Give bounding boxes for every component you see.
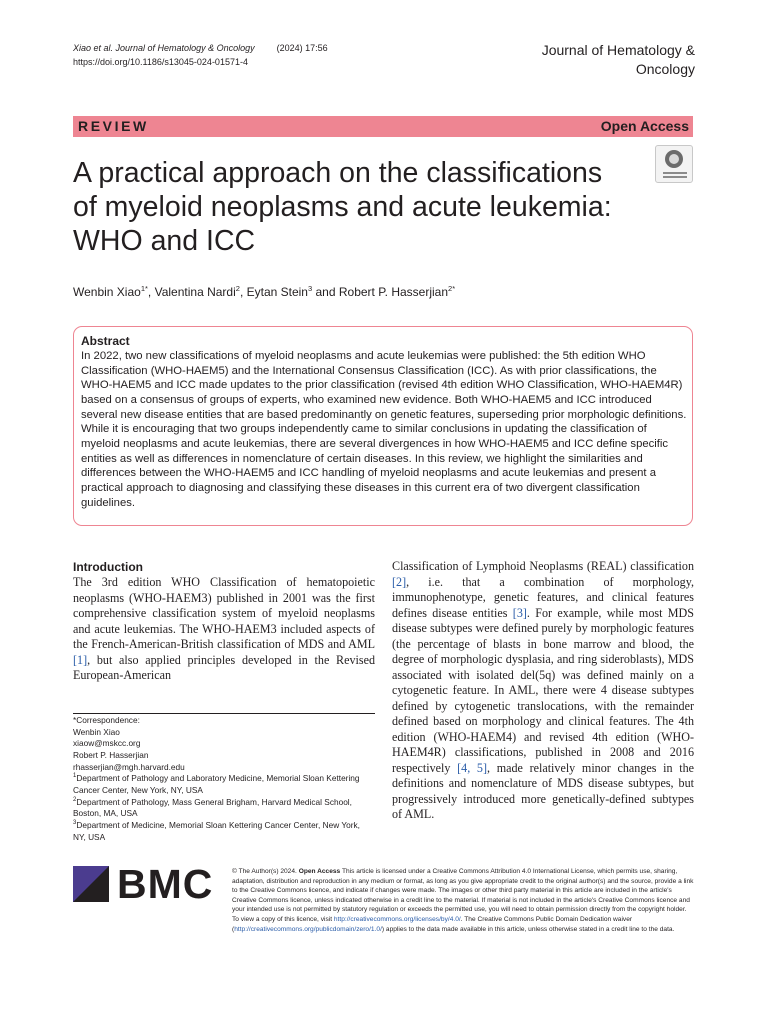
check-for-updates-badge[interactable] bbox=[655, 145, 693, 183]
correspondence-label: *Correspondence: bbox=[73, 715, 140, 725]
bmc-logo bbox=[73, 861, 214, 907]
doi-link[interactable]: https://doi.org/10.1186/s13045-024-01571-4 bbox=[73, 56, 248, 67]
body-text: The 3rd edition WHO Classification of hematopoietic neoplasms (WHO-HAEM3) published in 2001 was the first comprehensive classification system of myeloid neoplasms and acute leukemias. The WHO-HAEM3 included aspects of the French-American-British classification of MDS and AML bbox=[73, 575, 375, 651]
title-line2: of myeloid neoplasms and acute leukemia: bbox=[73, 191, 612, 223]
copyright-text: © The Author(s) 2024. bbox=[232, 868, 299, 875]
introduction-left-column bbox=[73, 575, 375, 684]
author-separator: , bbox=[239, 285, 247, 299]
open-access-label: Open Access bbox=[600, 118, 689, 134]
citation-link[interactable]: [4, 5] bbox=[457, 760, 487, 775]
footnote-divider bbox=[73, 713, 375, 714]
author-4[interactable] bbox=[339, 285, 455, 299]
introduction-right-column bbox=[392, 559, 694, 823]
affiliation-3 bbox=[73, 820, 375, 843]
body-text: Classification of Lymphoid Neoplasms (REAL) classification bbox=[392, 559, 694, 573]
author-affiliation-marker: 2* bbox=[448, 284, 456, 293]
author-name: Robert P. Hasserjian bbox=[338, 285, 449, 299]
check-for-updates-text-lines bbox=[663, 172, 687, 174]
citation-link[interactable]: [1] bbox=[73, 652, 88, 667]
citation-journal: Xiao et al. Journal of Hematology & Oncology bbox=[73, 43, 255, 53]
running-head bbox=[73, 42, 328, 69]
article-type-banner bbox=[73, 116, 693, 137]
affiliation-1 bbox=[73, 773, 375, 796]
body-text: , i.e. that a combination of morphology, immunophenotype, genetic features, and clinical features defines disease entities bbox=[392, 574, 694, 620]
author-list bbox=[73, 284, 455, 300]
bmc-logo-icon bbox=[73, 866, 109, 902]
title-line1: A practical approach on the classifications bbox=[73, 157, 603, 189]
affiliation-number: 3 bbox=[73, 820, 77, 827]
author-name: Wenbin Xiao bbox=[73, 285, 141, 299]
correspondence-footnotes bbox=[73, 715, 375, 843]
author-affiliation-marker: 1* bbox=[140, 284, 148, 293]
body-text: , but also applied principles developed in the Revised European-American bbox=[73, 652, 375, 682]
citation-link[interactable]: [3] bbox=[512, 605, 527, 620]
introduction-heading: Introduction bbox=[73, 560, 143, 574]
correspondent-name: Wenbin Xiao bbox=[73, 726, 120, 737]
affiliation-number: 1 bbox=[73, 773, 77, 780]
title-line3: WHO and ICC bbox=[73, 225, 256, 257]
correspondent-name: Robert P. Hasserjian bbox=[73, 749, 149, 760]
correspondent-email[interactable]: xiaow@mskcc.org bbox=[73, 738, 141, 749]
author-affiliation-marker: 3 bbox=[307, 284, 313, 293]
license-text: ) applies to the data made available in this article, unless otherwise stated in a credit line to the data. bbox=[381, 925, 675, 933]
affiliation-text: Department of Pathology and Laboratory Medicine, Memorial Sloan Kettering Cancer Center, New York, NY, USA bbox=[73, 773, 360, 795]
correspondent-email[interactable]: rhasserjian@mgh.harvard.edu bbox=[73, 761, 185, 772]
author-2[interactable] bbox=[155, 285, 240, 299]
affiliation-text: Department of Pathology, Mass General Brigham, Harvard Medical School, Boston, MA, USA bbox=[73, 796, 352, 819]
citation-year: (2024) 17:56 bbox=[276, 43, 328, 53]
author-affiliation-marker: 2 bbox=[235, 284, 240, 293]
body-text: . For example, while most MDS disease subtypes were defined purely by morphologic features (the percentage of blasts in bone marrow and blood, the degree of morphologic dysplasia, and ring sideroblasts), MDS associated with isolated del(5q) was defined mainly on a cytogenetic feature. In AML, there were 4 disease subtypes defined by cytogenetic translocations, with the remainder defined based on morphology and clinical features. The 4th edition (WHO-HAEM4) and revised 4th edition (WHO-HAEM4R) classifications, published in 2008 and 2016 respectively bbox=[392, 605, 694, 775]
bmc-logo-text: BMC bbox=[117, 861, 214, 907]
affiliation-number: 2 bbox=[73, 796, 77, 803]
abstract-heading: Abstract bbox=[81, 334, 130, 348]
journal-name-line2: Oncology bbox=[635, 60, 695, 77]
affiliation-text: Department of Medicine, Memorial Sloan Kettering Cancer Center, New York, NY, USA bbox=[73, 819, 360, 842]
author-name: Valentina Nardi bbox=[154, 285, 236, 299]
license-text: This article is licensed under a Creative Commons Attribution 4.0 International License, which permits use, sharing, adaptation, distribution and reproduction in any medium or format, as long as you give appropriate credit to the original author(s) and the source, provide a link to the Creative Commons licence, and indicate if changes were made. The images or other third party material in this article are included in the article's Creative Commons licence, unless indicated otherwise in a credit line to the material. If material is not included in the article's Creative Commons licence and your intended use is not permitted by statutory regulation or exceeds the permitted use, you will need to obtain permission directly from the copyright holder. To view a copy of this licence, visit bbox=[232, 868, 694, 923]
article-type-label: REVIEW bbox=[78, 118, 149, 134]
license-link[interactable]: http://creativecommons.org/licenses/by/4.0/ bbox=[333, 915, 461, 923]
author-separator: , bbox=[147, 285, 155, 299]
journal-name bbox=[475, 41, 695, 78]
license-statement bbox=[232, 867, 694, 934]
abstract-text: In 2022, two new classifications of myeloid neoplasms and acute leukemias were published: the 5th edition WHO Classification (WHO-HAEM5) and the International Consensus Classification (ICC). As with prior classifications, the WHO-HAEM5 and ICC made updates to the prior classification (revised 4th edition WHO Classification, WHO-HAEM4R) based on a consensus of groups of experts, who examined new evidence. Both WHO-HAEM5 and ICC introduced several new disease entities that are based predominantly on genetic features, superseding prior morphologic definitions. While it is encouraging that two groups independently came to similar conclusions in updating the classification of myeloid neoplasms and acute leukemias, there are several divergences in how WHO-HAEM5 and ICC define specific entities as well as differences in nomenclature of certain diseases. In this review, we highlight the similarities and differences between the WHO-HAEM5 and ICC handling of myeloid neoplasms and acute leukemias and present a practical approach to diagnosing and classifying these diseases in this current era of two divergent classification guidelines. bbox=[81, 350, 687, 509]
check-for-updates-icon bbox=[665, 150, 683, 168]
public-domain-link[interactable]: http://creativecommons.org/publicdomain/zero/1.0/ bbox=[234, 925, 382, 933]
author-separator: and bbox=[312, 285, 339, 299]
article-title bbox=[73, 156, 633, 258]
open-access-label: Open Access bbox=[298, 868, 341, 875]
body-text: , made relatively minor changes in the definitions and nomenclature of MDS disease subtypes, but progressively introduced more genetically-defined subtypes of AML. bbox=[392, 760, 694, 821]
author-name: Eytan Stein bbox=[246, 285, 308, 299]
author-3[interactable] bbox=[247, 285, 313, 299]
journal-name-line1: Journal of Hematology & bbox=[541, 42, 695, 58]
author-1[interactable] bbox=[73, 285, 148, 299]
citation-link[interactable]: [2] bbox=[392, 574, 407, 589]
affiliation-2 bbox=[73, 797, 375, 820]
license-text: . The Creative Commons Public Domain Dedication waiver ( bbox=[232, 915, 633, 933]
